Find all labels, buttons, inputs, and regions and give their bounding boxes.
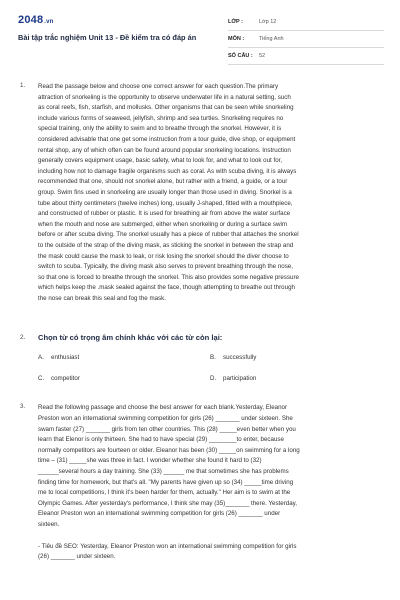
note-line: - Tiêu đề SEO: Yesterday, Eleanor Preston won an international swimming competition for girls xyxy=(38,542,297,550)
passage-line: learn that Elenor is only thirteen. She had to have special (29) ________to enter, because xyxy=(38,436,284,444)
passage-line: special training, only the ability to swim and to breathe through the snorkel. However, it is xyxy=(38,125,282,133)
passage-line: recommended that one, should not snorkel alone, but rather with a friend, a guide, or a tour xyxy=(38,178,288,186)
passage-line: ______several hours a day training. She (33) ______ me that sometimes she has problems xyxy=(38,468,289,476)
passage-line: as coral reefs, fish, starfish, and mollusks. Other organisms that can be seen while snorkeling xyxy=(38,104,294,112)
meta-row-class xyxy=(228,14,384,31)
question-list xyxy=(20,76,380,563)
question-3-passage xyxy=(38,403,380,530)
option-text: competitor xyxy=(51,375,80,383)
passage-line: the mask could cause the mask to leak, or risk losing the snorkel should the diver choose to xyxy=(38,252,289,260)
passage-line: swam faster (27) _______ girls from ten other countries. This (28) _____even better when you xyxy=(38,425,296,433)
option-letter: B. xyxy=(210,354,216,362)
meta-value: 52 xyxy=(259,53,266,59)
meta-value: Lớp 12 xyxy=(259,19,277,25)
passage-line: Preston won an international swimming competition for girls (26) _______ under sixteen. She xyxy=(38,415,293,423)
passage-line: to the outside of the strap of the diving mask, as sticking the snorkel in between the strap and xyxy=(38,241,294,249)
passage-line: considered advisable that one get some instruction from a tour guide, dive shop, or equipment xyxy=(38,135,296,143)
passage-line: which helps keep the .mask sealed against the face, though attempting to breathe out through xyxy=(38,284,295,292)
seo-note xyxy=(20,542,380,563)
meta-label: LỚP : xyxy=(228,19,243,25)
meta-table xyxy=(228,14,384,65)
question-1 xyxy=(20,82,380,304)
meta-label: SỐ CÂU : xyxy=(228,53,253,59)
question-1-passage xyxy=(38,82,380,304)
meta-row-subject xyxy=(228,31,384,48)
passage-line: sixteen. xyxy=(38,521,60,528)
passage-line: generally covers equipment usage, basic safety, what to look for, and what to look out for, xyxy=(38,157,283,165)
passage-line: attraction of snorkeling is the opportunity to observe underwater life in a natural setting, such xyxy=(38,93,291,101)
passage-line: group. Swim fins used in snorkeling are usually longer than those used in diving. Snorkel is a xyxy=(38,188,292,196)
option-letter: C. xyxy=(38,375,45,383)
passage-line: me to local competitions, I think it's been harder for them, actually." Her aim is to swim at the xyxy=(38,489,291,497)
passage-line: finding time for homework, but that's all. "My parents have given up so (34) _____time driving xyxy=(38,478,294,486)
meta-value: Tiếng Anh xyxy=(259,36,284,42)
question-3 xyxy=(20,403,380,530)
meta-label: MÔN : xyxy=(228,36,245,42)
option-b[interactable] xyxy=(210,354,382,361)
question-2 xyxy=(20,333,380,343)
answer-options xyxy=(20,354,380,382)
passage-line: so that one is forced to breathe through the snorkel. This also provides some negative pressure xyxy=(38,273,299,281)
header xyxy=(0,0,400,62)
passage-line: and constructed of rubber or plastic. It is used for breathing air from above the water surface xyxy=(38,210,291,218)
note-line: (26) _______ under sixteen. xyxy=(38,553,116,561)
passage-line: tube about thirty centimeters (twelve inches) long, usually J-shaped, fitted with a mouthpiece, xyxy=(38,199,293,207)
site-logo[interactable] xyxy=(18,14,54,26)
meta-row-count xyxy=(228,48,384,65)
question-number: 1. xyxy=(20,82,26,89)
question-2-title: Chọn từ có trọng âm chính khác với các từ còn lại: xyxy=(38,333,223,343)
passage-line: Read the passage below and choose one correct answer for each question.The primary xyxy=(38,83,279,90)
passage-line: before or after scuba diving. The snorkel usually has a piece of rubber that attaches the snorkel xyxy=(38,231,299,239)
passage-line: Olympic Games. After yesterday's performance, I think she may (35)_______ there. Yesterday, xyxy=(38,499,298,507)
option-c[interactable] xyxy=(38,375,210,382)
option-a[interactable] xyxy=(38,354,210,361)
logo-text: 2048 xyxy=(18,14,44,26)
option-text: participation xyxy=(223,375,257,383)
question-number: 3. xyxy=(20,403,26,411)
option-letter: D. xyxy=(210,375,217,383)
passage-line: including how not to damage fragile organisms such as coral. As with scuba diving, it is always xyxy=(38,167,297,175)
passage-line: Read the following passage and choose the best answer for each blank.Yesterday, Eleanor xyxy=(38,404,288,412)
logo-suffix: .vn xyxy=(44,19,54,25)
option-text: enthusiast xyxy=(51,354,80,362)
passage-line: Eleanor Preston won an international swimming competition for girls (26) _______ under xyxy=(38,510,281,518)
passage-line: time – (31) _____she was three in fact. I wonder whether she found it hard to (32) xyxy=(38,457,262,465)
passage-line: normally competitors are fourteen or older. Eleanor has been (30) _____on swimming for a long xyxy=(38,446,300,454)
passage-line: rental shop, any of which often can be found around popular snorkeling locations. Instruction xyxy=(38,146,291,154)
passage-line: when the mouth and nose are submerged, either when snorkeling or during a surface swim xyxy=(38,220,288,228)
passage-line: include various forms of seaweed, jellyfish, shrimp and sea turtles. Snorkeling requires no xyxy=(38,114,284,122)
question-number: 2. xyxy=(20,334,26,342)
passage-line: switch to scuba. Typically, the diving mask also serves to prevent breathing through the nose, xyxy=(38,263,293,271)
passage-line: the nose can break this seal and fog the mask. xyxy=(38,294,166,302)
option-letter: A. xyxy=(38,354,44,362)
option-text: successfully xyxy=(223,354,257,362)
option-d[interactable] xyxy=(210,375,382,382)
page-title: Bài tập trắc nghiệm Unit 13 - Đề kiểm tra có đáp án xyxy=(18,33,197,42)
